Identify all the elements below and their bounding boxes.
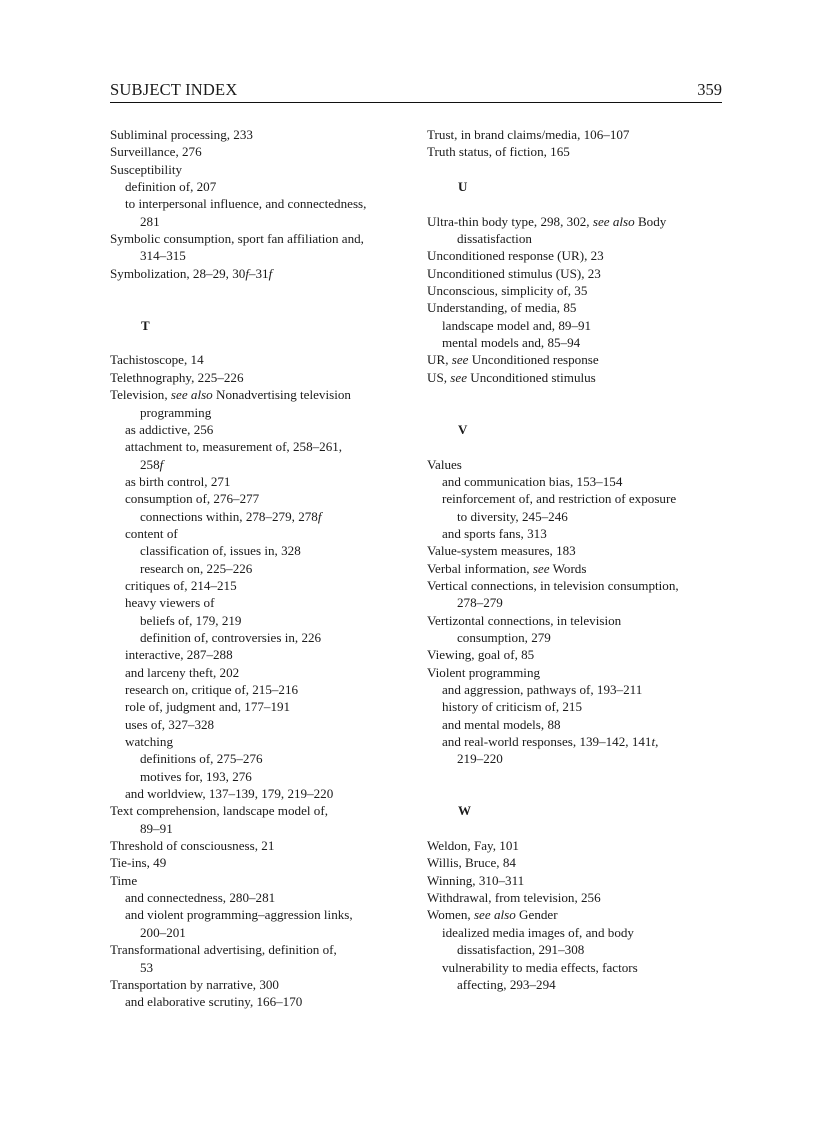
index-column-right (427, 126, 727, 993)
index-continuation: consumption, 279 (457, 629, 551, 645)
index-entry: Text comprehension, landscape model of, (110, 803, 328, 819)
index-subentry: uses of, 327–328 (125, 716, 215, 732)
index-subentry: as addictive, 256 (125, 421, 214, 437)
index-column-left (110, 126, 410, 1011)
index-entry: Trust, in brand claims/media, 106–107 (427, 127, 630, 142)
index-entry: US, see Unconditioned stimulus (427, 369, 596, 385)
index-subsubentry: definitions of, 275–276 (140, 751, 263, 767)
index-entry: Winning, 310–311 (427, 872, 525, 888)
index-continuation: dissatisfaction, 291–308 (457, 942, 585, 958)
index-entry: Viewing, goal of, 85 (427, 647, 535, 663)
index-continuation: 219–220 (457, 751, 503, 767)
index-subentry: and worldview, 137–139, 179, 219–220 (125, 786, 334, 802)
index-subentry: interactive, 287–288 (125, 647, 233, 663)
index-entry: Symbolization, 28–29, 30f–31f (110, 265, 273, 281)
index-entry: Tie-ins, 49 (110, 855, 167, 871)
index-subentry: research on, critique of, 215–216 (125, 682, 299, 697)
index-subsubentry: motives for, 193, 276 (140, 768, 252, 784)
index-subentry: reinforcement of, and restriction of exposure (442, 491, 677, 507)
section-letter-u: U (458, 179, 468, 195)
index-subentry: mental models and, 85–94 (442, 335, 581, 351)
index-subentry: to interpersonal influence, and connectedness, (125, 196, 367, 212)
index-continuation: 200–201 (140, 924, 186, 940)
index-entry: Television, see also Nonadvertising television (110, 387, 351, 403)
index-subentry: watching (125, 734, 173, 750)
running-title: SUBJECT INDEX (110, 80, 238, 99)
index-entry: Susceptibility (110, 161, 183, 177)
index-subentry: and aggression, pathways of, 193–211 (442, 682, 643, 697)
index-continuation: affecting, 293–294 (457, 976, 556, 992)
index-entry: Vertical connections, in television consumption, (427, 577, 679, 593)
index-continuation: 314–315 (140, 248, 186, 264)
index-entry: Willis, Bruce, 84 (427, 855, 516, 871)
index-entry: Unconditioned stimulus (US), 23 (427, 265, 601, 281)
index-subentry: heavy viewers of (125, 595, 215, 611)
index-subentry: and sports fans, 313 (442, 525, 547, 541)
page-header (110, 80, 722, 103)
section-letter-t: T (141, 317, 150, 333)
index-subsubentry: definition of, controversies in, 226 (140, 629, 322, 645)
section-letter-w: W (458, 803, 471, 819)
index-subentry: vulnerability to media effects, factors (442, 959, 638, 975)
index-entry: Transportation by narrative, 300 (110, 976, 279, 992)
index-entry: Tachistoscope, 14 (110, 352, 204, 368)
index-subentry: critiques of, 214–215 (125, 577, 237, 593)
index-subentry: definition of, 207 (125, 179, 217, 195)
index-subentry: idealized media images of, and body (442, 924, 634, 940)
index-subentry: and mental models, 88 (442, 716, 561, 732)
index-entry: Vertizontal connections, in television (427, 612, 622, 628)
index-entry: Unconscious, simplicity of, 35 (427, 283, 588, 299)
index-subsubentry: research on, 225–226 (140, 560, 253, 576)
index-entry: Symbolic consumption, sport fan affiliation and, (110, 231, 364, 247)
index-entry: Women, see also Gender (427, 907, 558, 923)
index-continuation: 258f (140, 456, 164, 472)
index-entry: Understanding, of media, 85 (427, 300, 577, 316)
index-entry: Truth status, of fiction, 165 (427, 144, 570, 160)
index-entry: Value-system measures, 183 (427, 543, 576, 559)
index-subentry: and violent programming–aggression links, (125, 907, 353, 923)
index-entry: Weldon, Fay, 101 (427, 838, 519, 854)
index-entry: Transformational advertising, definition of, (110, 942, 337, 958)
section-letter-v: V (458, 421, 468, 437)
index-subentry: and real-world responses, 139–142, 141t, (442, 734, 659, 750)
index-entry: Subliminal processing, 233 (110, 127, 253, 142)
index-subentry: and elaborative scrutiny, 166–170 (125, 994, 303, 1010)
index-entry: Threshold of consciousness, 21 (110, 838, 275, 854)
index-subentry: content of (125, 525, 178, 541)
index-entry: Ultra-thin body type, 298, 302, see also Body (427, 213, 667, 229)
index-subentry: and connectedness, 280–281 (125, 890, 276, 906)
index-subentry: consumption of, 276–277 (125, 491, 260, 507)
index-entry: Values (427, 456, 462, 472)
page-number: 359 (697, 80, 722, 99)
index-entry: Withdrawal, from television, 256 (427, 890, 601, 906)
index-subsubentry: beliefs of, 179, 219 (140, 612, 242, 628)
index-continuation: to diversity, 245–246 (457, 508, 568, 524)
index-entry: Surveillance, 276 (110, 144, 202, 160)
index-entry: Time (110, 872, 138, 888)
index-subentry: landscape model and, 89–91 (442, 317, 592, 333)
index-continuation: 278–279 (457, 595, 503, 611)
index-entry: Unconditioned response (UR), 23 (427, 248, 604, 264)
index-subentry: attachment to, measurement of, 258–261, (125, 439, 343, 455)
index-entry: Verbal information, see Words (427, 560, 587, 576)
index-continuation: 281 (140, 213, 160, 229)
index-subsubentry: connections within, 278–279, 278f (140, 508, 322, 524)
index-entry: Violent programming (427, 664, 541, 680)
index-subentry: role of, judgment and, 177–191 (125, 699, 291, 715)
index-continuation: 53 (140, 959, 154, 975)
index-continuation: dissatisfaction (457, 231, 532, 247)
index-subentry: as birth control, 271 (125, 473, 231, 489)
index-subsubentry: classification of, issues in, 328 (140, 543, 301, 559)
index-entry: Telethnography, 225–226 (110, 369, 244, 385)
index-subentry: and communication bias, 153–154 (442, 473, 623, 489)
index-continuation: 89–91 (140, 820, 173, 836)
index-continuation: programming (140, 404, 212, 420)
index-subentry: and larceny theft, 202 (125, 664, 240, 680)
index-subentry: history of criticism of, 215 (442, 699, 583, 715)
index-entry: UR, see Unconditioned response (427, 352, 599, 368)
